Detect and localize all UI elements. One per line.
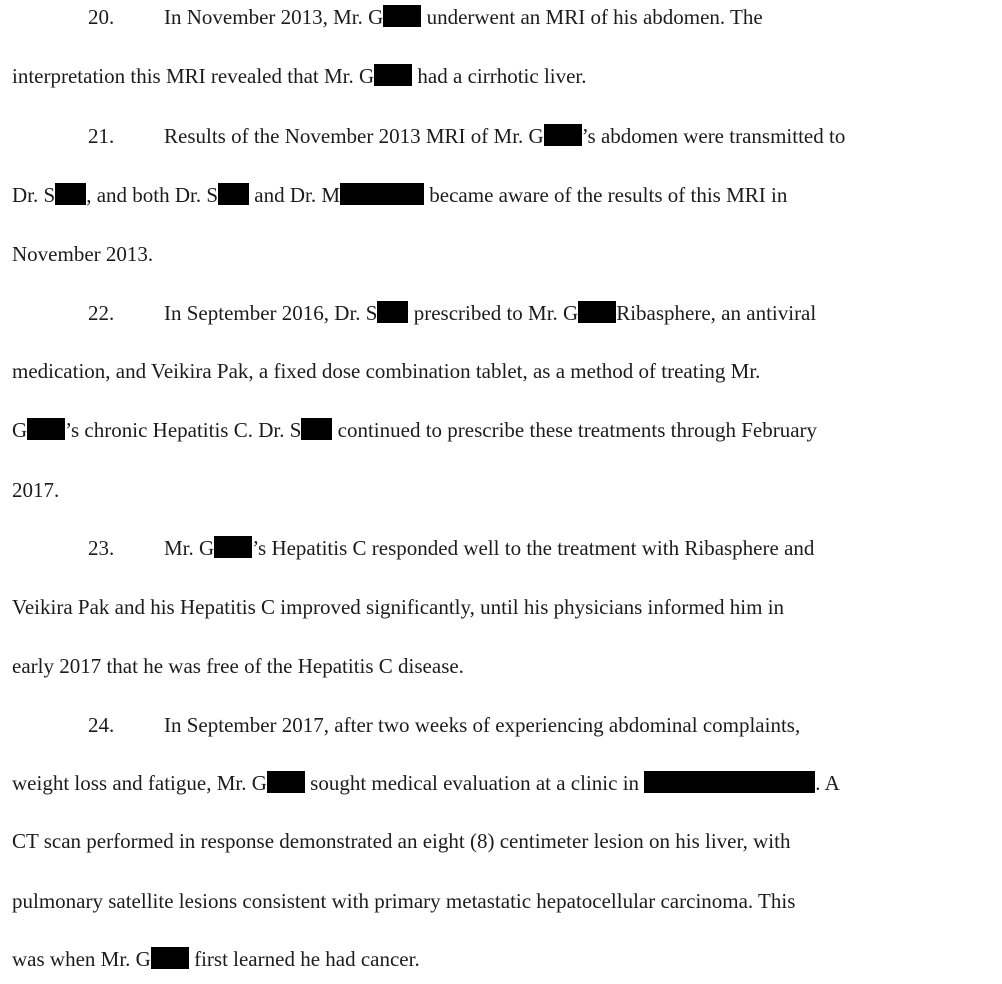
redaction-bar (27, 418, 65, 440)
paragraph-23-line-3: early 2017 that he was free of the Hepatitis C disease. (12, 654, 464, 678)
paragraph-20-line-1: 20. In November 2013, Mr. G underwent an MRI of his abdomen. The (88, 2, 763, 32)
paragraph-21-line-2: Dr. S , and both Dr. S and Dr. M became aware of the results of this MRI in (12, 183, 788, 207)
paragraph-22-line-2: medication, and Veikira Pak, a fixed dose combination tablet, as a method of treating Mr. (12, 359, 761, 383)
paragraph-21-line-1: 21. Results of the November 2013 MRI of Mr. G ’s abdomen were transmitted to (88, 121, 845, 151)
redaction-bar (644, 771, 815, 793)
redaction-bar (55, 183, 86, 205)
paragraph-21-line-3: November 2013. (12, 242, 154, 266)
paragraph-22-line-4: 2017. (12, 478, 60, 502)
paragraph-number: 23. (88, 536, 115, 560)
paragraph-24-line-2: weight loss and fatigue, Mr. G sought medical evaluation at a clinic in . A (12, 771, 840, 795)
redaction-bar (218, 183, 249, 205)
paragraph-24-line-3: CT scan performed in response demonstrated an eight (8) centimeter lesion on his liver, with (12, 829, 791, 853)
paragraph-24-line-4: pulmonary satellite lesions consistent with primary metastatic hepatocellular carcinoma. This (12, 889, 796, 913)
redaction-bar (267, 771, 305, 793)
paragraph-23-line-1: 23. Mr. G ’s Hepatitis C responded well to the treatment with Ribasphere and (88, 533, 814, 563)
paragraph-24-line-5: was when Mr. G first learned he had cancer. (12, 947, 420, 971)
paragraph-number: 24. (88, 713, 115, 737)
redaction-bar (214, 536, 252, 558)
paragraph-22-line-1: 22. In September 2016, Dr. S prescribed to Mr. G Ribasphere, an antiviral (88, 298, 816, 328)
paragraph-20-line-2: interpretation this MRI revealed that Mr. G had a cirrhotic liver. (12, 64, 587, 88)
redaction-bar (340, 183, 424, 205)
redaction-bar (374, 64, 412, 86)
redaction-bar (377, 301, 408, 323)
paragraph-number: 21. (88, 124, 115, 148)
paragraph-22-line-3: G ’s chronic Hepatitis C. Dr. S continued to prescribe these treatments through February (12, 418, 818, 442)
redaction-bar (578, 301, 616, 323)
paragraph-number: 20. (88, 5, 115, 29)
redaction-bar (301, 418, 332, 440)
redaction-bar (544, 124, 582, 146)
paragraph-24-line-1: 24. In September 2017, after two weeks of experiencing abdominal complaints, (88, 710, 800, 740)
paragraph-23-line-2: Veikira Pak and his Hepatitis C improved significantly, until his physicians informed him in (12, 595, 785, 619)
redaction-bar (383, 5, 421, 27)
redaction-bar (151, 947, 189, 969)
paragraph-number: 22. (88, 301, 115, 325)
